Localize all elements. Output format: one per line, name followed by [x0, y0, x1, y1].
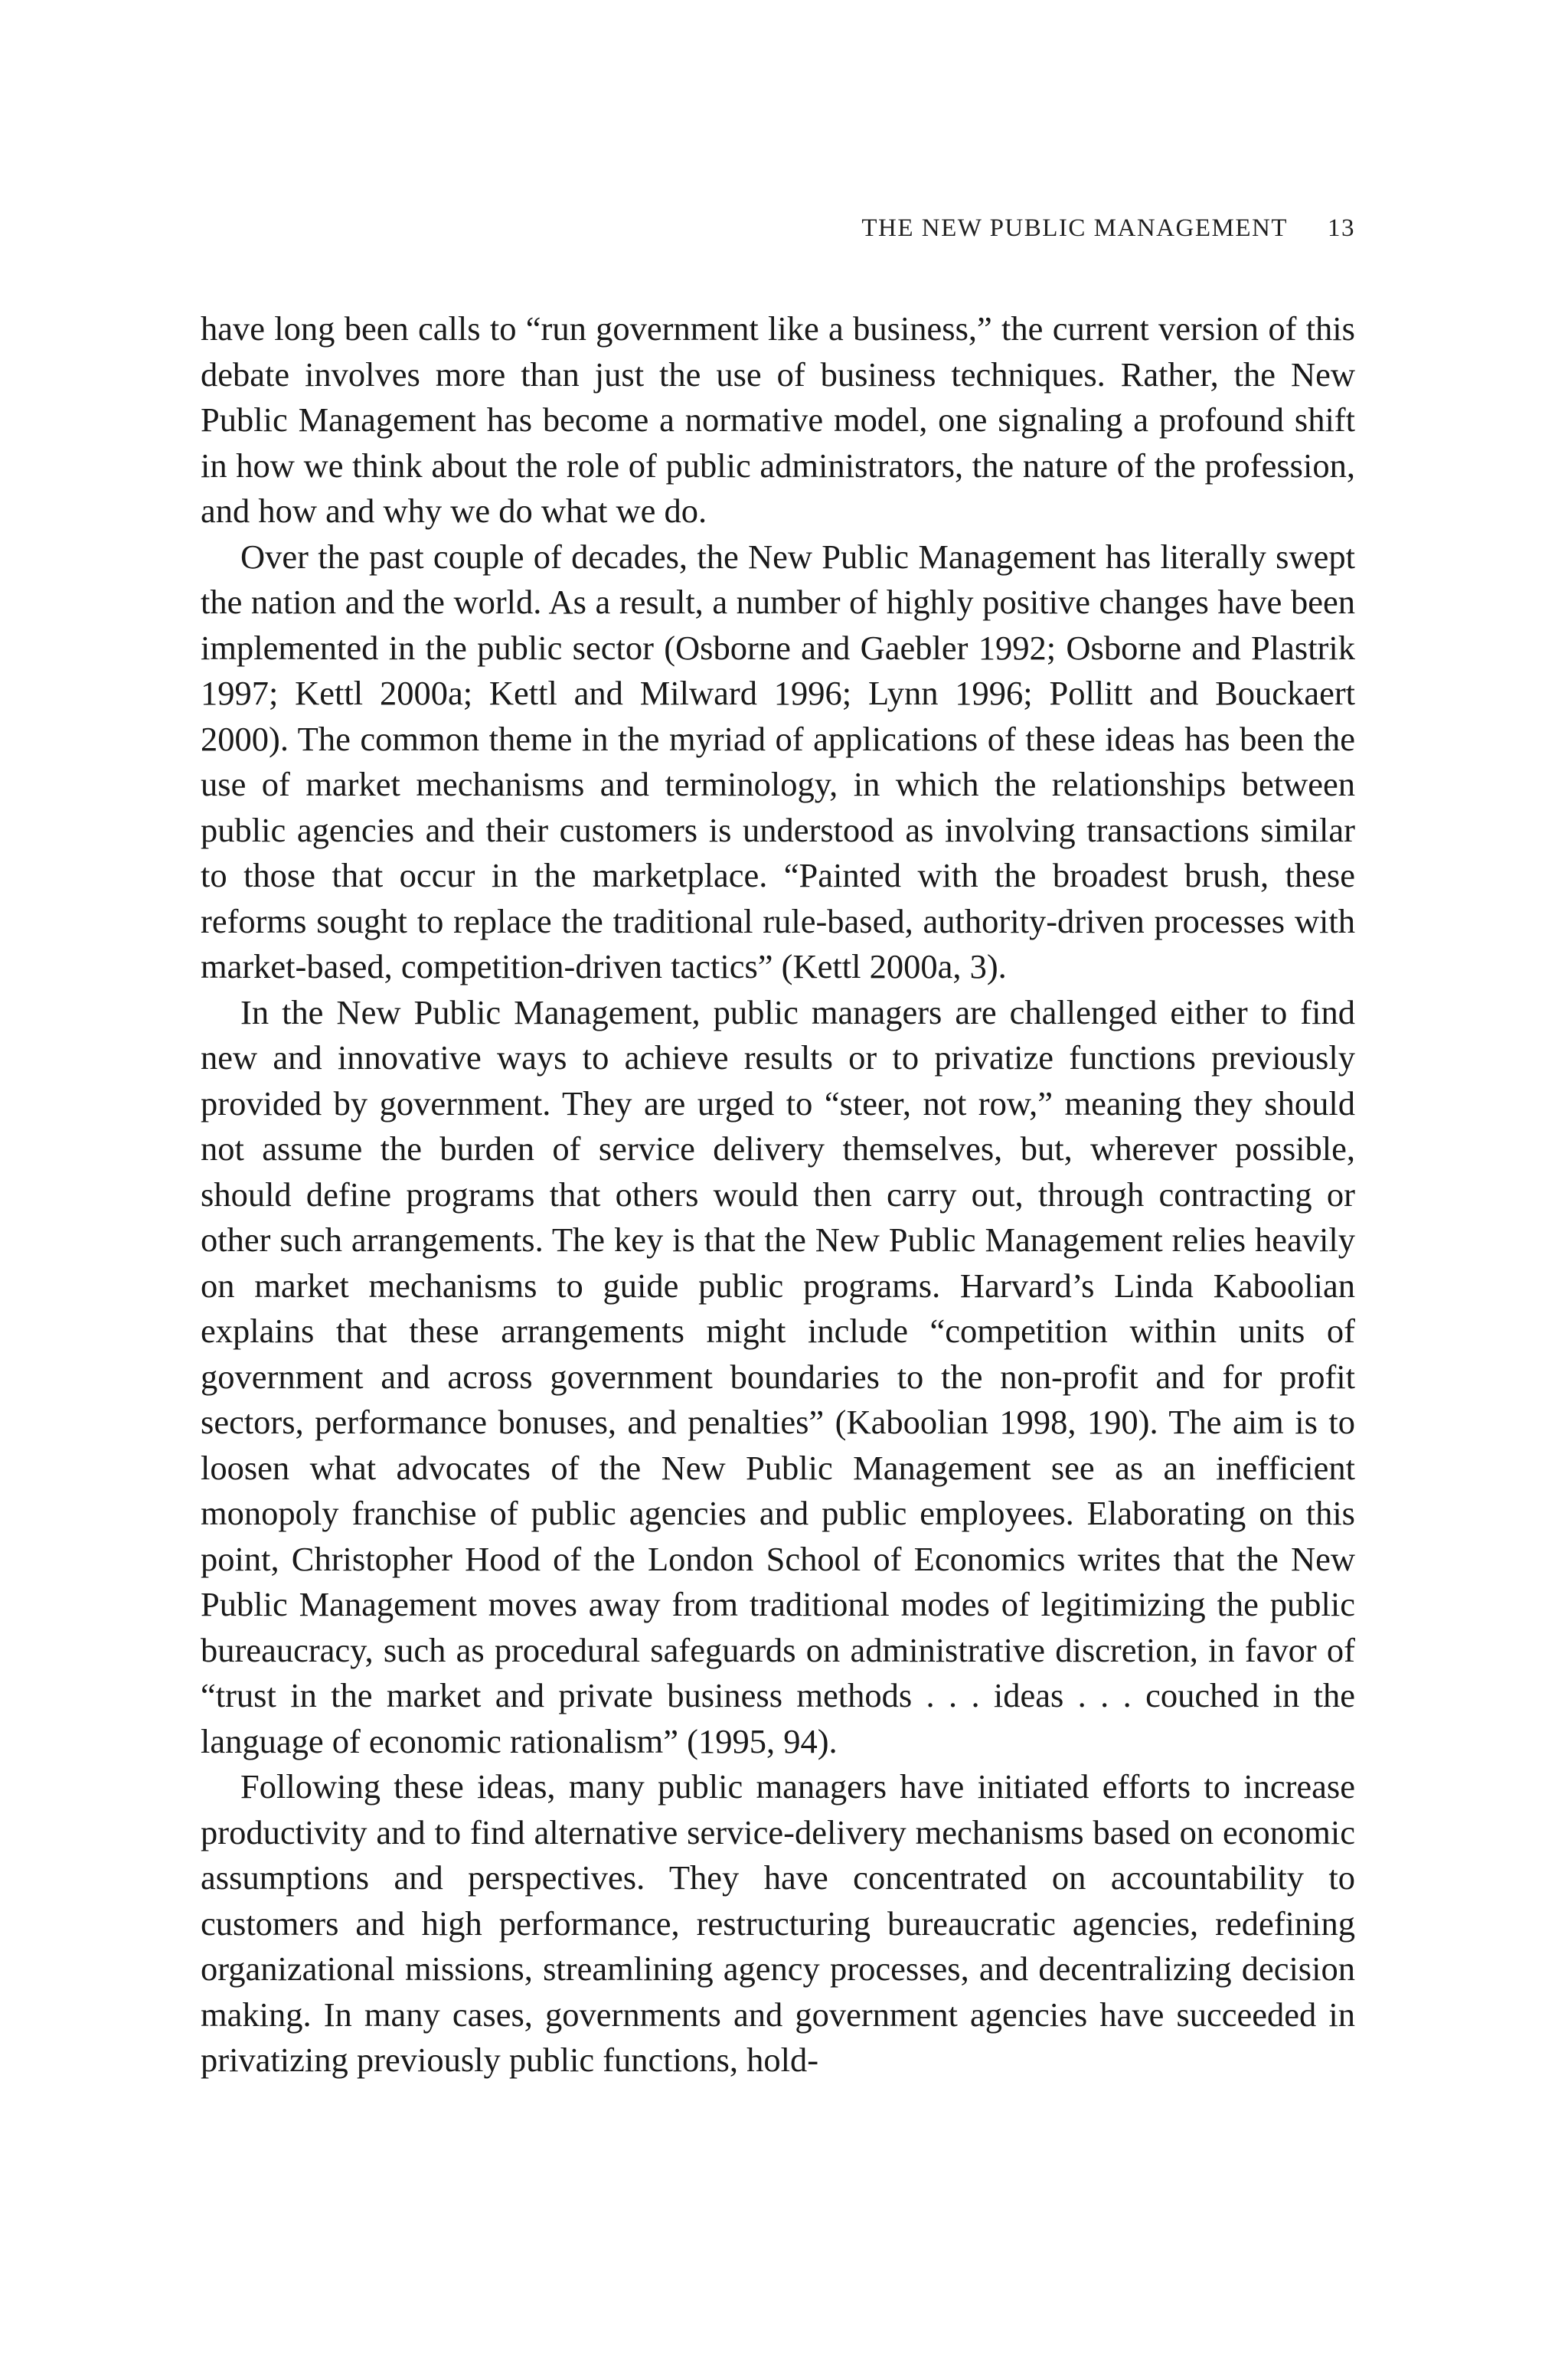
body-text [201, 306, 1355, 2083]
running-head [201, 213, 1355, 243]
paragraph-continued: have long been calls to “run government like a business,” the current version of this debate involves more than just the use of business techniques. Rather, the New Public Management has become a normative model, one signaling a profound shift in how we think about the role of public administrators, the nature of the profession, and how and why we do what we do. [201, 309, 1355, 530]
paragraph: Following these ideas, many public managers have initiated efforts to increase productivity and to find alternative service-delivery mechanisms based on economic assumptions and perspectives. They have concentrated on accountability to customers and high performance, restructuring bureaucratic agencies, redefining organizational missions, streamlining agency processes, and decentralizing decision making. In many cases, governments and government agencies have succeeded in privatizing previously public functions, hold- [201, 1767, 1355, 2079]
paragraph: Over the past couple of decades, the New Public Management has literally swept the nation and the world. As a result, a number of highly positive changes have been implemented in the public sector (Osborne and Gaebler 1992; Osborne and Plastrik 1997; Kettl 2000a; Kettl and Milward 1996; Lynn 1996; Pollitt and Bouckaert 2000). The common theme in the myriad of applications of these ideas has been the use of market mechanisms and terminology, in which the relationships between public agencies and their customers is understood as involving transactions similar to those that occur in the marketplace. “Painted with the broadest brush, these reforms sought to replace the traditional rule-based, authority-driven processes with market-based, competition-driven tactics” (Kettl 2000a, 3). [201, 537, 1355, 985]
running-head-title: THE NEW PUBLIC MANAGEMENT [861, 214, 1288, 242]
paragraph: In the New Public Management, public managers are challenged either to find new and innovative ways to achieve results or to privatize functions previously provided by government. They are urged to “steer, not row,” meaning they should not assume the burden of service delivery themselves, but, wherever possible, should define programs that others would then carry out, through contracting or other such arrangements. The key is that the New Public Management relies heavily on market mechanisms to guide public programs. Harvard’s Linda Kaboolian explains that these arrangements might include “competition within units of government and across government boundaries to the non-profit and for profit sectors, performance bonuses, and penalties” (Kaboolian 1998, 190). The aim is to loosen what advocates of the New Public Management see as an inefficient monopoly franchise of public agencies and public employees. Elaborating on this point, Christopher Hood of the London School of Economics writes that the New Public Management moves away from traditional modes of legitimizing the public bureaucracy, such as procedural safeguards on administrative discretion, in favor of “trust in the market and private business methods . . . ideas . . . couched in the language of economic rationalism” (1995, 94). [201, 992, 1355, 1760]
page-number: 13 [1328, 214, 1355, 242]
